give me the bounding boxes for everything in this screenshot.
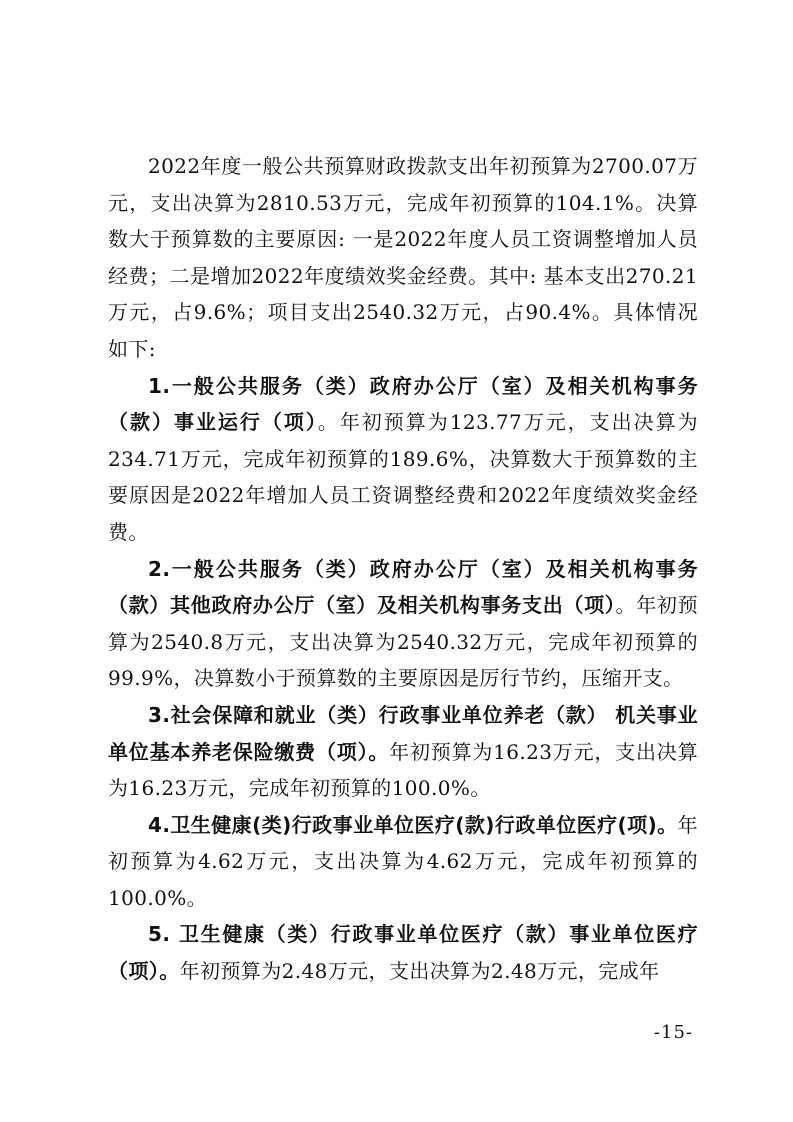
paragraph-item-2: [108, 551, 698, 697]
body-text: [108, 148, 698, 990]
paragraph-heading: 2.一般公共服务（类）政府办公厅（室）及相关机构事务（款）其他政府办公厅（室）及相关机构事务支出（项）: [108, 556, 698, 618]
paragraph-text: 。年初预算为2540.8万元，支出决算为2540.32万元，完成年初预算的99.9%，决算数小于预算数的主要原因是厉行节约，压缩开支。: [108, 593, 698, 691]
paragraph-item-3: [108, 697, 698, 807]
paragraph-text: 年初预算为4.62万元，支出决算为4.62万元，完成年初预算的100.0%。: [108, 812, 698, 910]
paragraph-item-1: [108, 368, 698, 551]
paragraph-heading: 4.卫生健康(类)行政事业单位医疗(款)行政单位医疗(项)。: [148, 812, 678, 837]
paragraph-item-5: [108, 916, 698, 989]
paragraph-heading: 5. 卫生健康（类）行政事业单位医疗（款）事业单位医疗（项）。: [108, 922, 698, 984]
paragraph-text: 2022年度一般公共预算财政拨款支出年初预算为2700.07万元，支出决算为2810.53万元，完成年初预算的104.1%。决算数大于预算数的主要原因: 一是2022年度人员工资调整增加人员经费；二是增加2022年度绩效奖金经费。其中: 基本支出270.21万元，占9.6%；项目支出2540.32万元，占90.4%。具体情况如下:: [108, 154, 698, 361]
paragraph-text: 。年初预算为123.77万元，支出决算为234.71万元，完成年初预算的189.6%，决算数大于预算数的主要原因是2022年增加人员工资调整经费和2022年度绩效奖金经费。: [108, 410, 698, 544]
paragraph-heading: 1.一般公共服务（类）政府办公厅（室）及相关机构事务（款）事业运行（项）: [108, 373, 698, 435]
paragraph-text: 年初预算为16.23万元，支出决算为16.23万元，完成年初预算的100.0%。: [108, 739, 698, 801]
page-number: -15-: [653, 1022, 693, 1043]
paragraph-text: 年初预算为2.48万元，支出决算为2.48万元，完成年: [179, 959, 660, 984]
paragraph-item-4: [108, 807, 698, 917]
paragraph-heading: 3.社会保障和就业（类）行政事业单位养老（款） 机关事业单位基本养老保险缴费（项）。: [108, 702, 698, 764]
paragraph-summary: [108, 148, 698, 368]
